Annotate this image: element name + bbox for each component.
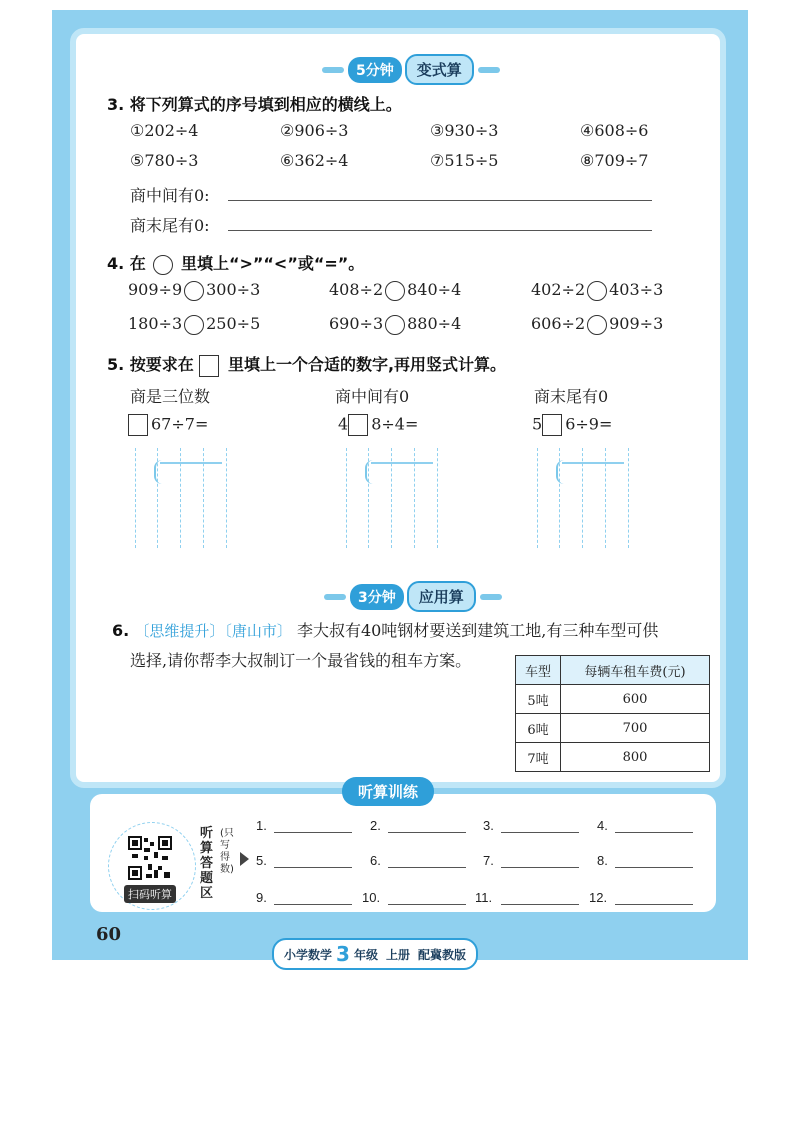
compare-circle[interactable] <box>587 315 607 335</box>
banner-decoration <box>480 594 502 600</box>
q4-right: 909÷3 <box>609 314 664 333</box>
q5-condition: 商是三位数 <box>130 387 211 406</box>
grid-line <box>226 448 227 548</box>
grid-line <box>437 448 438 548</box>
banner-title: 应用算 <box>407 581 476 612</box>
compare-circle[interactable] <box>587 281 607 301</box>
table-row <box>516 714 710 743</box>
answer-label: 5. <box>256 853 267 868</box>
section-banner-3min <box>320 581 506 612</box>
answer-line[interactable] <box>388 832 466 833</box>
answer-line[interactable] <box>501 867 579 868</box>
answer-label: 11. <box>475 890 493 905</box>
compare-circle[interactable] <box>184 315 204 335</box>
compare-circle[interactable] <box>385 315 405 335</box>
answer-line[interactable] <box>274 904 352 905</box>
q6-tag-thinking: 〔思维提升〕 <box>134 622 225 640</box>
footer-edition: 配冀教版 <box>417 947 466 962</box>
q4-right: 300÷3 <box>206 280 261 299</box>
digit-box[interactable] <box>348 414 368 436</box>
answer-line[interactable] <box>501 904 579 905</box>
table-cell: 7吨 <box>516 743 561 772</box>
q5-condition: 商末尾有0 <box>534 387 609 406</box>
footer-term: 上册 <box>385 947 410 962</box>
answer-label: 12. <box>589 890 608 905</box>
answer-line[interactable] <box>501 832 579 833</box>
answer-label: 10. <box>362 890 381 905</box>
answer-label: 6. <box>370 853 381 868</box>
division-bracket <box>365 460 375 484</box>
q6-text: 李大叔有40吨钢材要送到建筑工地,有三种车型可供 <box>296 621 659 640</box>
q4-right: 880÷4 <box>407 314 462 333</box>
answer-label: 9. <box>256 890 267 905</box>
banner-decoration <box>322 67 344 73</box>
page-number: 60 <box>96 924 122 945</box>
q3-item: ⑧709÷7 <box>580 151 649 170</box>
q3-item: ④608÷6 <box>580 121 649 140</box>
banner-minutes: 5分钟 <box>348 57 402 83</box>
table-cell: 600 <box>561 685 710 714</box>
q5-prefix: 5 <box>532 414 543 434</box>
q5-title <box>107 352 506 377</box>
answer-line[interactable] <box>274 867 352 868</box>
q3-item: ⑥362÷4 <box>280 151 349 170</box>
compare-circle[interactable] <box>385 281 405 301</box>
q3-item: ①202÷4 <box>130 121 199 140</box>
qr-scan-label: 扫码听算 <box>124 885 176 903</box>
division-bar <box>371 462 433 464</box>
compare-circle[interactable] <box>184 281 204 301</box>
q3-line-label-middle-zero: 商中间有0: <box>130 186 210 205</box>
q3-item: ②906÷3 <box>280 121 349 140</box>
q5-title-part: 里填上一个合适的数字,再用竖式计算。 <box>227 355 507 374</box>
q5-title-part: 5. 按要求在 <box>107 355 194 374</box>
q4-left: 402÷2 <box>531 280 586 299</box>
footer-subject: 小学数学 <box>284 947 333 962</box>
section-banner-5min <box>318 54 504 85</box>
q4-compare <box>128 314 260 335</box>
table-cell: 5吨 <box>516 685 561 714</box>
vertical-calc-grid[interactable] <box>532 448 642 548</box>
answer-label: 7. <box>483 853 494 868</box>
square-icon <box>199 355 219 377</box>
footer-grade: 3 <box>336 942 350 966</box>
q5-suffix: 8÷4= <box>371 414 419 434</box>
q4-compare <box>329 314 461 335</box>
q4-left: 909÷9 <box>128 280 183 299</box>
q4-left: 690÷3 <box>329 314 384 333</box>
q3-answer-line[interactable] <box>228 230 652 231</box>
answer-area-label: 听算答题区 <box>200 826 214 901</box>
qr-code-icon[interactable] <box>128 836 172 880</box>
digit-box[interactable] <box>128 414 148 436</box>
digit-box[interactable] <box>542 414 562 436</box>
answer-label: 1. <box>256 818 267 833</box>
q6-tag-city: 〔唐山市〕 <box>224 622 292 640</box>
table-cell: 800 <box>561 743 710 772</box>
listening-title: 听算训练 <box>342 777 434 806</box>
table-header: 车型 <box>516 656 561 685</box>
q5-suffix: 67÷7= <box>151 414 209 434</box>
vertical-calc-grid[interactable] <box>130 448 240 548</box>
q6-line2: 选择,请你帮李大叔制订一个最省钱的租车方案。 <box>130 651 472 670</box>
answer-line[interactable] <box>615 867 693 868</box>
grid-line <box>346 448 347 548</box>
rent-table <box>515 655 710 772</box>
q5-expression <box>532 414 612 436</box>
table-row <box>516 685 710 714</box>
q3-item: ⑦515÷5 <box>430 151 499 170</box>
circle-icon <box>153 255 173 275</box>
q4-right: 840÷4 <box>407 280 462 299</box>
q3-line-label-end-zero: 商末尾有0: <box>130 216 210 235</box>
banner-decoration <box>478 67 500 73</box>
q5-prefix: 4 <box>338 414 349 434</box>
q4-left: 180÷3 <box>128 314 183 333</box>
table-cell: 6吨 <box>516 714 561 743</box>
q4-title-part: 里填上“>”“<”或“=”。 <box>180 254 365 273</box>
q5-expression <box>338 414 418 436</box>
answer-line[interactable] <box>388 904 466 905</box>
q4-compare <box>329 280 461 301</box>
table-header-row <box>516 656 710 685</box>
table-cell: 700 <box>561 714 710 743</box>
answer-line[interactable] <box>615 832 693 833</box>
grid-line <box>537 448 538 548</box>
banner-minutes: 3分钟 <box>350 584 404 610</box>
answer-label: 2. <box>370 818 381 833</box>
q5-suffix: 6÷9= <box>565 414 613 434</box>
q3-answer-line[interactable] <box>228 200 652 201</box>
footer-grade-unit: 年级 <box>353 947 378 962</box>
play-arrow-icon <box>240 852 249 866</box>
table-row <box>516 743 710 772</box>
q4-right: 403÷3 <box>609 280 664 299</box>
grid-line <box>135 448 136 548</box>
q5-expression <box>128 414 208 436</box>
answer-line[interactable] <box>274 832 352 833</box>
answer-label: 3. <box>483 818 494 833</box>
answer-line[interactable] <box>615 904 693 905</box>
division-bar <box>562 462 624 464</box>
q4-compare <box>531 280 663 301</box>
table-header: 每辆车租车费(元) <box>561 656 710 685</box>
answer-note: (只写得数) <box>220 828 234 875</box>
q5-condition: 商中间有0 <box>335 387 410 406</box>
q6-number: 6. <box>112 621 130 640</box>
q3-title: 3. 将下列算式的序号填到相应的横线上。 <box>107 95 402 114</box>
grid-line <box>628 448 629 548</box>
vertical-calc-grid[interactable] <box>341 448 451 548</box>
q4-title-part: 4. 在 <box>107 254 146 273</box>
q4-left: 408÷2 <box>329 280 384 299</box>
answer-label: 4. <box>597 818 608 833</box>
book-info-footer <box>272 938 478 970</box>
q4-right: 250÷5 <box>206 314 261 333</box>
answer-line[interactable] <box>388 867 466 868</box>
division-bracket <box>556 460 566 484</box>
division-bar <box>160 462 222 464</box>
answer-label: 8. <box>597 853 608 868</box>
banner-title: 变式算 <box>405 54 474 85</box>
q3-item: ⑤780÷3 <box>130 151 199 170</box>
banner-decoration <box>324 594 346 600</box>
q4-left: 606÷2 <box>531 314 586 333</box>
q4-compare <box>531 314 663 335</box>
q4-title <box>107 251 364 275</box>
q4-compare <box>128 280 260 301</box>
q6-line1 <box>112 618 658 641</box>
q3-item: ③930÷3 <box>430 121 499 140</box>
division-bracket <box>154 460 164 484</box>
